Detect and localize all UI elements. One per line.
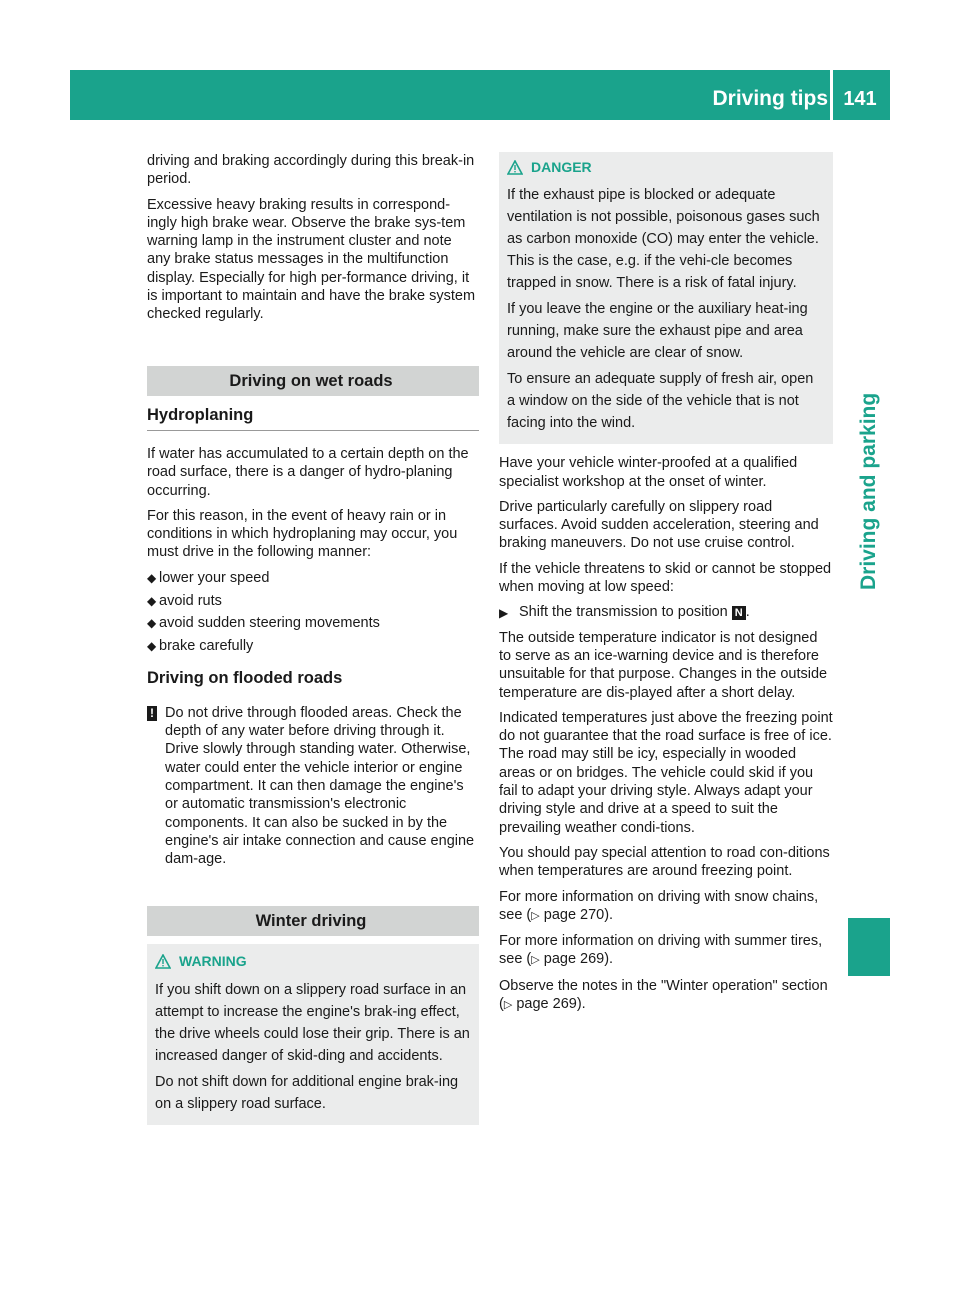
bullet-icon: ◆ [147, 639, 157, 654]
gear-n-icon: N [732, 606, 746, 620]
temperature-paragraph: The outside temperature indicator is not designed to serve as an ice-warning device and is therefore unsuitable for that purpose. Changes in the outside temperature are dis-played after a short delay. [499, 629, 828, 701]
heading-flooded-roads: Driving on flooded roads [147, 669, 343, 688]
bullet-icon: ◆ [147, 593, 157, 608]
section-heading-winter-driving: Winter driving [147, 906, 479, 936]
page-ref-arrow-icon: ▷ [531, 909, 540, 922]
warning-text-2: Do not shift down for additional engine brak-ing on a slippery road surface. [155, 1073, 459, 1112]
hydro-paragraph-2: For this reason, in the event of heavy rain or in conditions in which hydroplaning may occur, you must drive in the following manner: [147, 507, 458, 561]
page-link[interactable]: page 270). [543, 906, 614, 923]
exclamation-icon: ! [147, 706, 157, 721]
list-item: ◆ brake carefully [147, 638, 254, 655]
flooded-note: ! Do not drive through flooded areas. Check the depth of any water before driving through it. Drive slowly through standing water. Otherwise, water could enter the vehicle interior or engine compartment. It can then damage the engine's or automatic transmission's electronic components. It can also be sucked in by the engine's air intake connection and cause engine dam-age. [147, 704, 479, 869]
section-heading-wet-roads: Driving on wet roads [147, 366, 479, 396]
side-tab-marker [848, 918, 890, 976]
warning-title: WARNING [179, 953, 247, 970]
hydro-paragraph: If water has accumulated to a certain depth on the road surface, there is a danger of hydro-planing occurring. [147, 445, 469, 499]
warning-triangle-icon [155, 954, 171, 969]
chapter-title: Driving tips [712, 87, 828, 110]
left-column [147, 152, 479, 1125]
page-number: 141 [843, 88, 877, 110]
warning-text: If you shift down on a slippery road surface in an attempt to increase the engine's brak-ing effect, the drive wheels could lose their grip. There is an increased danger of skid-ding and accidents. [155, 981, 470, 1064]
intro-paragraph: driving and braking accordingly during this break-in period. [147, 153, 475, 188]
header-divider [830, 70, 833, 120]
danger-text: If the exhaust pipe is blocked or adequate ventilation is not possible, poisonous gases such as carbon monoxide (CO) may enter the vehicle. This is the case, e.g. if the vehi-cle becomes trapped in snow. There is a risk of fatal injury. [507, 187, 820, 292]
danger-title: DANGER [531, 159, 592, 175]
heading-hydroplaning: Hydroplaning [147, 406, 479, 431]
step-arrow-icon: ▶ [499, 606, 509, 621]
careful-paragraph: Drive particularly carefully on slippery road surfaces. Avoid sudden acceleration, steering and braking maneuvers. Do not use cruise control. [499, 498, 819, 552]
list-item: ◆ avoid ruts [147, 592, 222, 609]
skid-paragraph: If the vehicle threatens to skid or cannot be stopped when moving at low speed: [499, 560, 832, 596]
side-tab-label: Driving and parking [857, 392, 880, 590]
warning-box [147, 944, 479, 1124]
danger-text-2: If you leave the engine or the auxiliary heat-ing running, make sure the exhaust pipe and area around the vehicle are clear of snow. [507, 301, 808, 362]
bullet-icon: ◆ [147, 616, 157, 631]
hydro-bullet-list [147, 569, 479, 656]
danger-box [499, 152, 833, 444]
freezing-paragraph: Indicated temperatures just above the freezing point do not guarantee that the road surface is free of ice. The road may still be icy, especially in wooded areas or on bridges. The vehicle could skid if you fail to adapt your driving style. Always adapt your driving style and drive at a speed to suit the prevailing weather condi-tions. [499, 709, 833, 836]
winter-proof-paragraph: Have your vehicle winter-proofed at a qualified specialist workshop at the onset of winter. [499, 455, 798, 490]
summer-tires-paragraph: For more information on driving with summer tires, see (▷ page 269). [499, 933, 823, 968]
snow-chains-paragraph: For more information on driving with snow chains, see (▷ page 270). [499, 888, 819, 923]
road-conditions-paragraph: You should pay special attention to road con-ditions when temperatures are around freezing point. [499, 844, 830, 880]
right-column [499, 152, 833, 1021]
page-ref-arrow-icon: ▷ [531, 954, 540, 967]
bullet-icon: ◆ [147, 570, 157, 585]
list-item: ◆ avoid sudden steering movements [147, 615, 380, 632]
page-link[interactable]: page 269). [516, 996, 586, 1013]
instruction-step: ▶ Shift the transmission to position N . [499, 603, 833, 621]
page-link[interactable]: page 269). [543, 951, 614, 968]
danger-triangle-icon [507, 160, 523, 175]
danger-text-3: To ensure an adequate supply of fresh air, open a window on the side of the vehicle that is not facing into the wind. [507, 371, 814, 432]
list-item: ◆ lower your speed [147, 569, 270, 586]
brake-paragraph: Excessive heavy braking results in correspond-ingly high brake wear. Observe the brake sys-tem warning lamp in the instrument cluster and note any brake status messages in the multifunction display. Especially for high per-formance driving, it is important to maintain and have the brake system checked regularly. [147, 196, 476, 323]
winter-operation-paragraph: Observe the notes in the "Winter operation" section (▷ page 269). [499, 977, 828, 1013]
page-ref-arrow-icon: ▷ [503, 999, 513, 1012]
